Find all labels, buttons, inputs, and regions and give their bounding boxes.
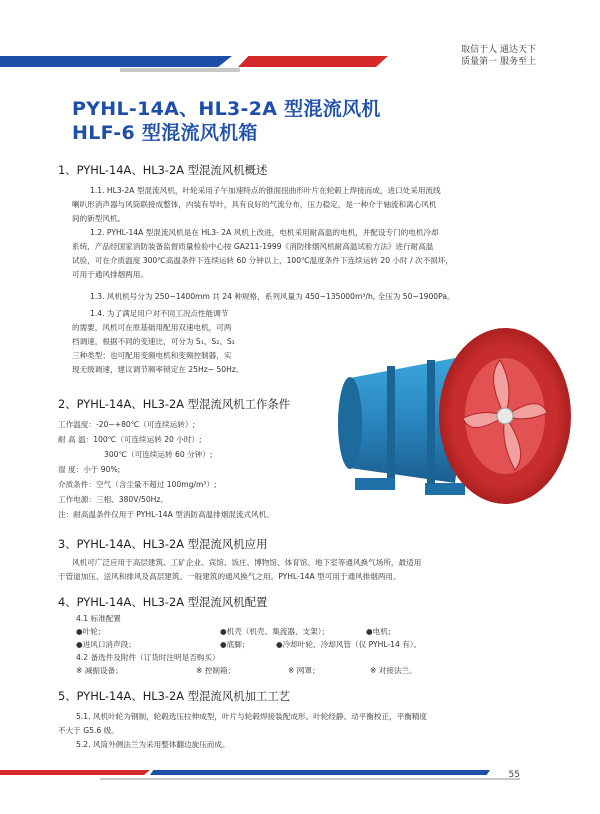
s5-line-2: 不大于 G5.6 级。 [58,726,119,735]
s1-p1-line-3: 间的新型风机。 [72,214,126,223]
page-number: 55 [508,770,520,780]
slogan [461,44,536,68]
section-1-heading: 1、PYHL-14A、HL3-2A 型混流风机概述 [58,163,268,177]
s4-r3c1: ※ 减振设备； [76,666,123,675]
s1-p4-line-3: 档调速，根据不同的变速比，可分为 S₁、S₂、S₃ [72,337,235,346]
bottom-red-stripe [0,770,150,775]
s1-p4-line-2: 的需要，风机可在原基础用配用双速电机，可两 [72,323,232,332]
s2-line-4: 湿 度：小于 90%; [58,465,121,474]
s1-p2-line-3: 试验，可在介质温度 300℃高温条件下连续运转 60 分钟以上，100℃温度条件下连续运转 20 小时 / 次不损坏， [72,256,453,265]
page-title-line-1: PYHL-14A、HL3-2A 型混流风机 [72,98,381,120]
s1-p4-line-1: 1.4. 为了满足用户对不同工况点性能调节 [90,309,229,318]
s1-p1-line-1: 1.1. HL3-2A 型混流风机，叶轮采用子午加速特点的锥面扭曲形叶片在轮毂上焊接而成，进口处采用流线 [90,186,441,195]
s4-sub-1: 4.1 标准配置 [76,614,121,623]
section-4-heading: 4、PYHL-14A、HL3-2A 型混流风机配置 [58,595,268,609]
s2-line-7: 注：耐高温条件仅用于 PYHL-14A 型消防高温排烟混流式风机。 [58,510,274,519]
page-title-line-2: HLF-6 型混流风机箱 [72,122,258,144]
s2-line-2: 耐 高 温：100℃（可连续运转 20 小时）; [58,435,202,444]
section-2-heading: 2、PYHL-14A、HL3-2A 型混流风机工作条件 [58,397,291,411]
s1-p2-line-1: 1.2. PYHL-14A 型混流风机是在 HL3- 2A 风机上改进，电机采用耐高温的电机，并配设专门的电机冷却 [90,228,439,237]
bottom-blue-stripe [150,770,490,775]
s4-r3c4: ※ 对接法兰。 [370,666,417,675]
s1-p3-line-1: 1.3. 风机机号分为 250~1400mm 共 24 种规格，系列风量为 450~135000m³/h, 全压为 50~1900Pa。 [90,292,455,301]
s4-r2c2: ●底脚； [220,640,250,649]
s1-p2-line-2: 系统，产品经国家消防装备监督质量检验中心按 GA211-1999《消防排烟风机耐高温试验方法》进行耐高温 [72,242,434,251]
section-5-heading: 5、PYHL-14A、HL3-2A 型混流风机加工工艺 [58,689,291,703]
s4-r3c2: ※ 控制箱； [196,666,236,675]
section-3-heading: 3、PYHL-14A、HL3-2A 型混流风机应用 [58,537,268,551]
s2-line-3: 300℃（可连续运转 60 分钟）; [104,450,213,459]
top-blue-stripe [0,56,232,67]
s1-p1-line-2: 喇叭形消声器与风筒联接成整体，内装有导叶，具有良好的气流分布，压力稳定，是一种介于轴流和离心风机 [72,200,437,209]
s5-line-1: 5.1. 风机叶轮为钢制，轮毂选压拉伸成型，叶片与轮毂焊接装配成形。叶轮经静、动平衡校正，平衡精度 [76,712,428,721]
s3-line-2: 于管道加压、送风和排风及高层建筑、一般建筑的通风换气之用。PYHL-14A 型可用于通风排烟两用。 [58,572,401,581]
s3-line-1: 风机可广泛应用于高层建筑、工矿企业、宾馆、饭庄、博物馆、体育馆、地下室等通风换气场所，最适用 [72,558,422,567]
top-grey-stripe [120,68,240,72]
s4-r2c1: ●进风口消声段； [76,640,136,649]
s5-line-3: 5.2. 风筒外侧法兰为采用整体翻边旋压而成。 [76,740,230,749]
top-red-stripe [238,56,388,67]
s2-line-1: 工作温度：-20~+80℃（可连续运转）; [58,420,196,429]
mixed-flow-fan-image [335,318,575,508]
s1-p4-line-5: 现无级调速，建议调节频率锁定在 25Hz~ 50Hz。 [72,365,244,374]
s4-r1c3: ●电机； [366,627,396,636]
s2-line-5: 介质条件：空气（含尘量不超过 100mg/m³）; [58,480,217,489]
s2-line-6: 工作电源：三相、380V/50Hz。 [58,495,168,504]
s4-r3c3: ※ 网罩； [288,666,320,675]
bottom-grey-stripe [100,778,520,780]
s4-sub-2: 4.2 备选件及附件（订货时注明是否购买） [76,653,220,662]
s4-r2c3: ●冷却叶轮、冷却风管（仅 PYHL-14 有）。 [276,640,422,649]
s4-r1c1: ●叶轮； [76,627,106,636]
slogan-line-1: 取信于人 通达天下 [461,45,536,55]
s4-r1c2: ●机壳（机壳、集流器、支架）； [220,627,330,636]
s1-p2-line-4: 可用于通风排烟两用。 [72,270,148,279]
s1-p4-line-4: 三种类型；也可配用变频电机和变频控制器，实 [72,351,232,360]
slogan-line-2: 质量第一 服务至上 [461,57,536,67]
